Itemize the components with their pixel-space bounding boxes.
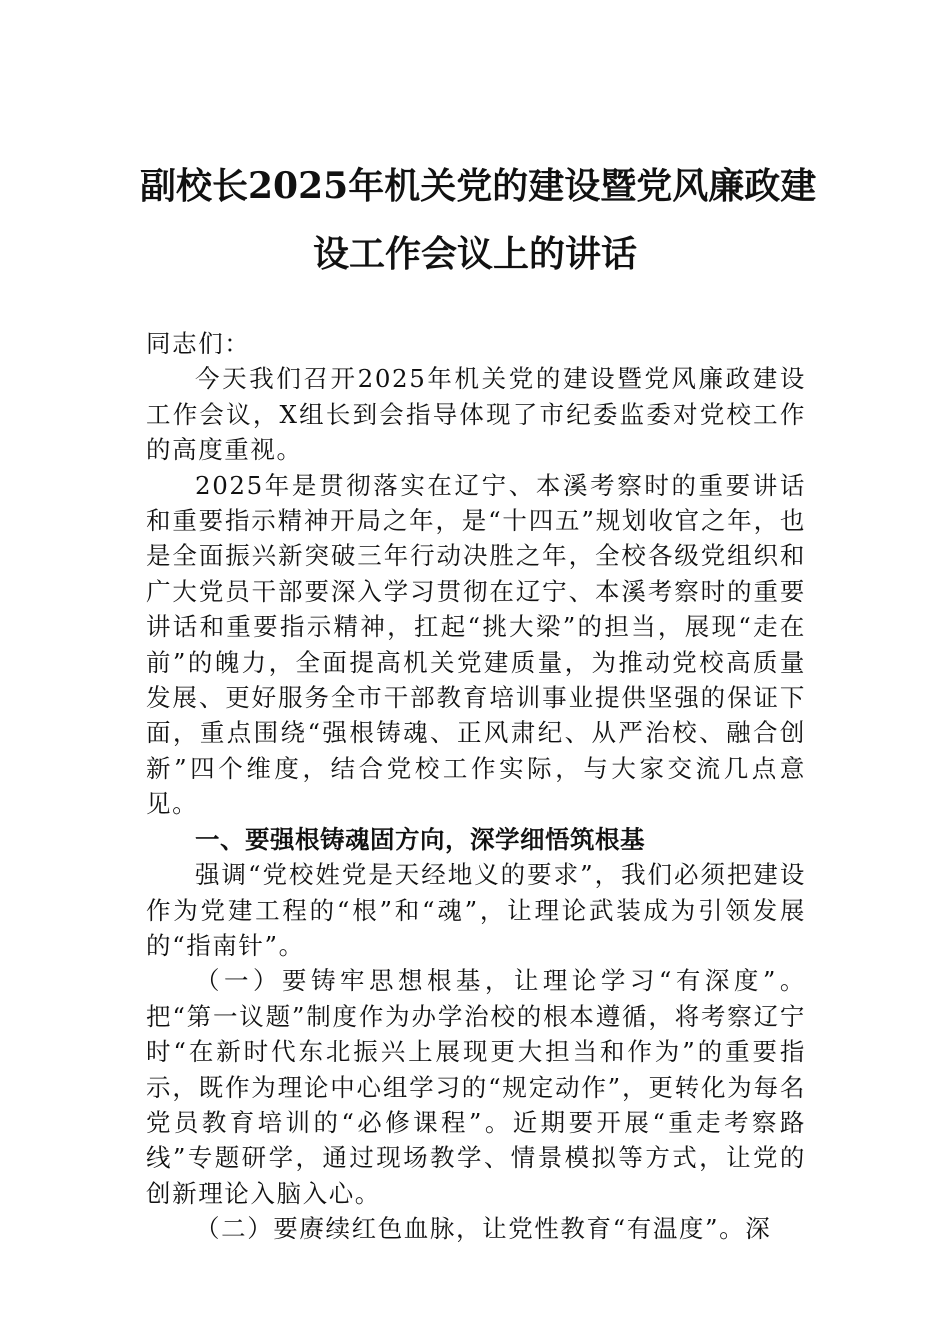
section-heading: 一、要强根铸魂固方向，深学细悟筑根基: [195, 824, 645, 854]
body-paragraph: （一）要铸牢思想根基，让理论学习“有深度”。把“第一议题”制度作为办学治校的根本遵循，将考察辽宁时“在新时代东北振兴上展现更大担当和作为”的重要指示，既作为理论中心组学习的“规定动作”，更转化为每名党员教育培训的“必修课程”。近期要开展“重走考察路线”专题研学，通过现场教学、情景模拟等方式，让党的创新理论入脑入心。: [146, 966, 806, 1208]
document-title-line-1: 副校长2025年机关党的建设暨党风廉政建: [140, 165, 817, 207]
body-paragraph: 2025年是贯彻落实在辽宁、本溪考察时的重要讲话和重要指示精神开局之年，是“十四五”规划收官之年，也是全面振兴新突破三年行动决胜之年，全校各级党组织和广大党员干部要深入学习贯彻在辽宁、本溪考察时的重要讲话和重要指示精神，扛起“挑大梁”的担当，展现“走在前”的魄力，全面提高机关党建质量，为推动党校高质量发展、更好服务全市干部教育培训事业提供坚强的保证下面，重点围绕“强根铸魂、正风肃纪、从严治校、融合创新”四个维度，结合党校工作实际，与大家交流几点意见。: [146, 470, 806, 819]
document-body: [146, 326, 806, 1247]
body-paragraph: 强调“党校姓党是天经地义的要求”，我们必须把建设作为党建工程的“根”和“魂”，让理论武装成为引领发展的“指南针”。: [146, 860, 806, 960]
body-paragraph: 今天我们召开2025年机关党的建设暨党风廉政建设工作会议，X组长到会指导体现了市纪委监委对党校工作的高度重视。: [146, 364, 806, 465]
salutation: 同志们：: [146, 329, 251, 358]
body-paragraph: （二）要赓续红色血脉，让党性教育“有温度”。深: [195, 1214, 772, 1244]
document-title-line-2: 设工作会议上的讲话: [312, 233, 637, 275]
